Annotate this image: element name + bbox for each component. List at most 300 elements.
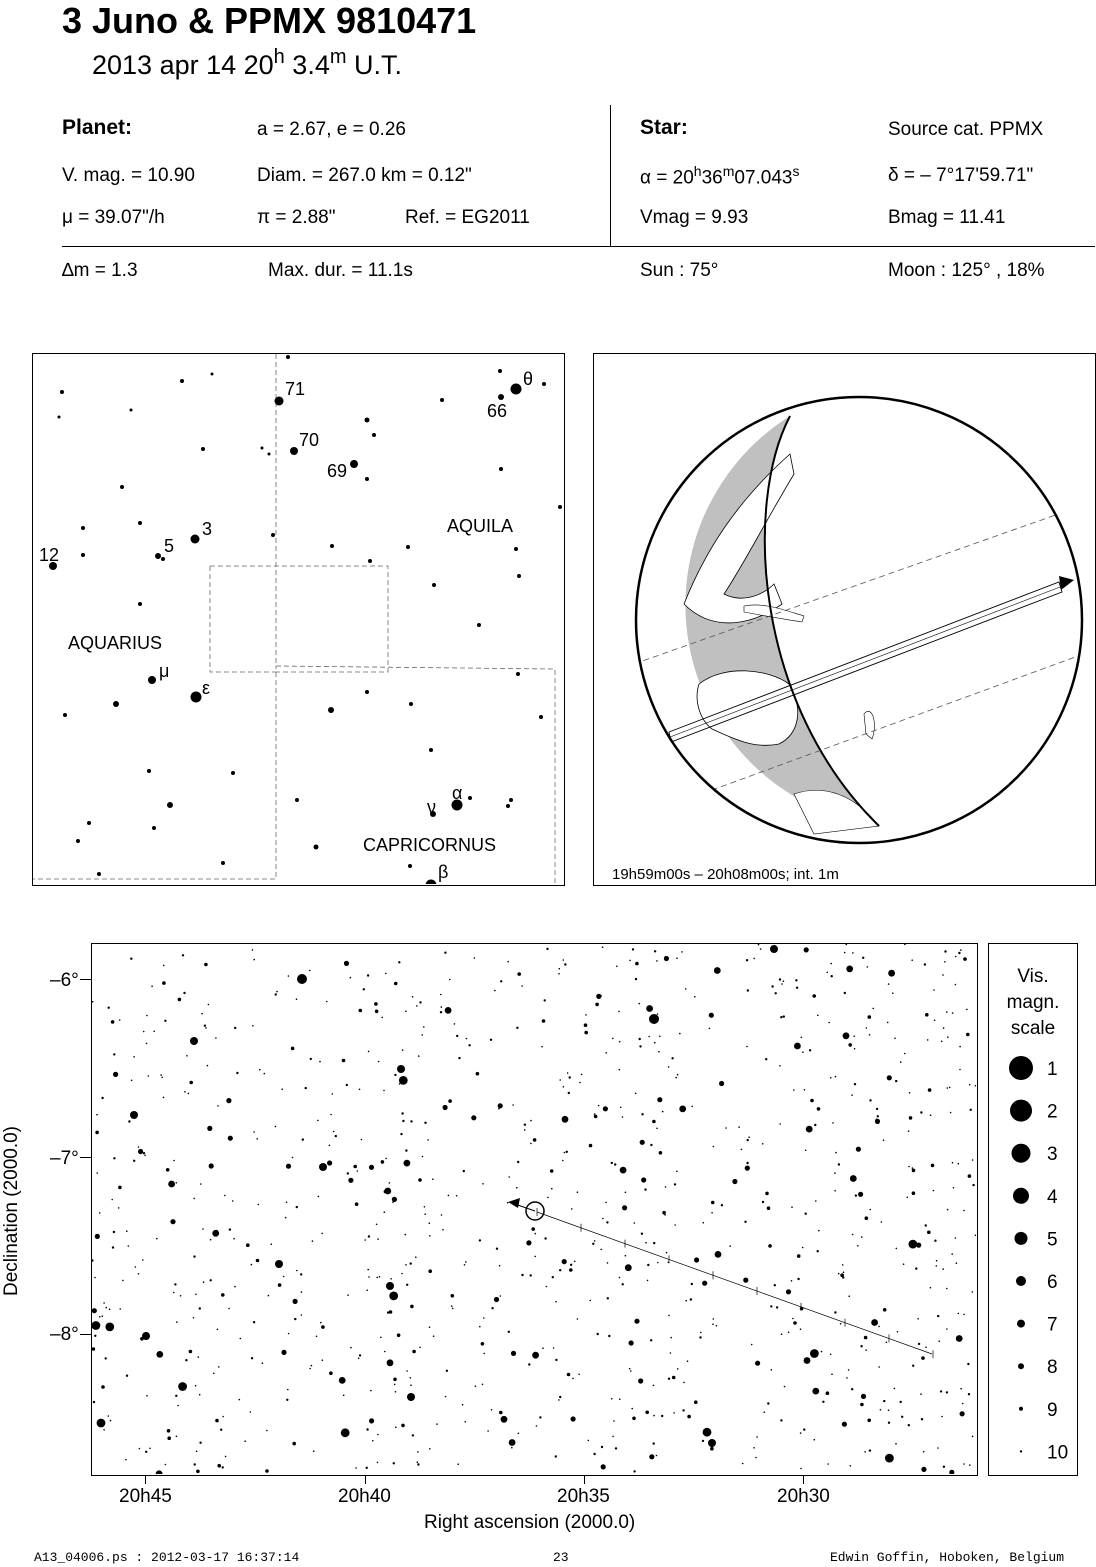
field-star <box>908 1424 910 1426</box>
field-star <box>449 979 451 981</box>
field-star <box>959 1069 961 1071</box>
field-star <box>199 1442 201 1444</box>
field-star <box>443 1105 448 1110</box>
field-star <box>683 1382 685 1384</box>
field-star <box>160 1074 162 1076</box>
field-star <box>393 1462 395 1464</box>
field-star <box>377 1434 379 1436</box>
finder-star <box>191 692 202 703</box>
field-star <box>95 1234 100 1239</box>
field-star <box>927 1231 931 1235</box>
field-star <box>562 1116 569 1123</box>
field-star <box>444 952 446 954</box>
field-star <box>656 1455 658 1457</box>
field-star <box>908 1166 910 1168</box>
field-star <box>153 1031 155 1033</box>
field-star <box>861 1394 866 1399</box>
finder-star <box>231 771 235 775</box>
event-ut: U.T. <box>346 50 403 80</box>
field-star <box>568 1092 570 1094</box>
ytick-8: –8° <box>50 1324 79 1345</box>
field-star <box>180 1388 182 1390</box>
field-star <box>634 1319 639 1324</box>
field-star <box>779 1123 781 1125</box>
field-star <box>653 1442 655 1444</box>
field-star <box>555 1301 557 1303</box>
field-star <box>359 1089 361 1091</box>
field-star <box>635 978 637 980</box>
field-star <box>347 1294 349 1296</box>
bright-star <box>142 1332 150 1340</box>
star-dec: δ = – 7°17'59.71" <box>888 165 1034 186</box>
finder-star <box>314 845 319 850</box>
field-star <box>949 1470 954 1474</box>
field-star <box>875 1119 880 1124</box>
field-star <box>629 1368 631 1370</box>
field-star <box>770 1305 772 1307</box>
field-star <box>597 1333 599 1335</box>
field-star <box>389 1182 391 1184</box>
field-star <box>848 1043 852 1047</box>
field-star <box>966 1033 970 1037</box>
field-star <box>208 1004 210 1006</box>
field-star <box>931 1164 935 1168</box>
field-star <box>475 1385 477 1387</box>
field-star <box>765 1192 769 1196</box>
field-star <box>395 1426 397 1428</box>
field-star <box>318 1196 320 1198</box>
field-star <box>457 1463 459 1465</box>
field-star <box>383 1090 385 1092</box>
field-star <box>832 1122 834 1124</box>
field-star <box>220 1429 222 1431</box>
field-star <box>404 1160 411 1167</box>
field-star <box>499 1411 503 1415</box>
hour-superscript: h <box>273 46 285 68</box>
field-star <box>146 1043 148 1045</box>
field-star <box>412 1434 414 1436</box>
field-star <box>912 1167 914 1169</box>
field-star <box>353 1165 357 1169</box>
field-star <box>309 970 311 972</box>
label-mu: μ <box>159 661 170 681</box>
field-star <box>559 1269 561 1271</box>
field-star <box>762 1143 764 1145</box>
field-star <box>775 992 777 994</box>
field-star <box>779 1065 781 1067</box>
field-star <box>268 1295 270 1297</box>
field-star <box>569 1268 573 1272</box>
field-star <box>283 1276 285 1278</box>
legend-dot <box>1018 1363 1024 1369</box>
field-star <box>202 1228 204 1230</box>
field-star <box>252 1025 254 1027</box>
field-star <box>940 1390 942 1392</box>
legend-label: 9 <box>1047 1399 1058 1421</box>
field-star <box>968 1174 972 1178</box>
legend-label: 1 <box>1047 1059 1058 1080</box>
y-axis-label: Declination (2000.0) <box>1 1125 22 1297</box>
field-star <box>410 1377 412 1379</box>
field-star <box>842 1276 844 1278</box>
field-star <box>612 1038 614 1040</box>
field-star <box>105 1323 114 1332</box>
field-star <box>657 1013 659 1015</box>
legend-dot <box>1012 1144 1031 1163</box>
field-star <box>650 1339 652 1341</box>
field-star <box>567 1072 569 1074</box>
field-star <box>399 1076 408 1085</box>
field-star <box>189 1350 193 1354</box>
field-star <box>410 1262 412 1264</box>
field-star <box>288 975 290 977</box>
label-nu: ν <box>427 797 436 817</box>
field-star <box>128 1120 130 1122</box>
field-star <box>630 1370 632 1372</box>
field-star <box>555 1359 557 1361</box>
field-star <box>791 1280 793 1282</box>
field-star <box>291 1047 295 1051</box>
finder-star <box>261 447 264 450</box>
field-star <box>677 1074 679 1076</box>
field-star <box>641 1113 643 1115</box>
field-star <box>805 1213 807 1215</box>
field-star <box>528 1363 530 1365</box>
finder-star <box>130 409 133 412</box>
legend-dot <box>1009 1056 1033 1080</box>
field-star <box>888 1422 890 1424</box>
field-star <box>511 1447 513 1449</box>
field-star <box>714 967 721 974</box>
field-star <box>293 1299 298 1304</box>
field-star <box>671 1057 673 1059</box>
field-star <box>278 1283 282 1287</box>
field-star <box>281 1088 283 1090</box>
field-star <box>774 1284 776 1286</box>
field-star <box>500 1295 502 1297</box>
field-star <box>826 972 828 974</box>
field-star <box>936 1265 938 1267</box>
field-star <box>867 966 869 968</box>
field-star <box>585 1014 587 1016</box>
field-star <box>835 1152 837 1154</box>
field-star <box>558 1399 560 1401</box>
field-star <box>376 1277 378 1279</box>
field-star <box>776 1306 778 1308</box>
field-star <box>793 1321 797 1325</box>
field-star <box>372 1440 374 1442</box>
legend-label: 8 <box>1047 1357 1058 1379</box>
max-duration: Max. dur. = 11.1s <box>268 260 413 281</box>
label-3: 3 <box>202 519 213 539</box>
detail-chart <box>91 943 978 1476</box>
field-star <box>955 984 957 986</box>
legend-label: 2 <box>1047 1101 1058 1123</box>
field-star <box>767 1206 771 1210</box>
field-star <box>163 965 165 967</box>
field-star <box>380 1337 382 1339</box>
field-star <box>767 1402 769 1404</box>
field-star <box>741 1149 743 1151</box>
finder-star <box>330 544 334 548</box>
field-star <box>657 1097 662 1102</box>
field-star <box>753 958 755 960</box>
field-star <box>218 1366 220 1368</box>
field-star <box>417 1461 419 1463</box>
field-star <box>185 1359 187 1361</box>
field-star <box>566 1151 568 1153</box>
field-star <box>783 980 785 982</box>
finder-star <box>350 460 358 468</box>
field-star <box>205 1027 207 1029</box>
planet-parallax: π = 2.88" <box>257 207 336 228</box>
field-star <box>410 1305 414 1309</box>
field-star <box>131 1080 133 1082</box>
field-star <box>579 1082 581 1084</box>
field-star <box>571 1208 573 1210</box>
field-star <box>551 1188 553 1190</box>
field-star <box>498 1103 503 1108</box>
field-star <box>246 1243 250 1247</box>
field-star <box>511 1351 516 1356</box>
field-star <box>234 1286 236 1288</box>
field-star <box>908 1130 910 1132</box>
field-star <box>482 1183 484 1185</box>
finder-star <box>514 547 518 551</box>
field-star <box>559 968 561 970</box>
field-star <box>112 1246 114 1248</box>
field-star <box>321 1233 323 1235</box>
field-star <box>635 1093 637 1095</box>
finder-star <box>542 382 546 386</box>
field-star <box>958 952 960 954</box>
field-star <box>499 1265 501 1267</box>
field-star <box>384 1190 388 1194</box>
field-star <box>681 951 683 953</box>
field-star <box>201 1013 203 1015</box>
finder-star <box>516 672 520 676</box>
field-star <box>925 1224 927 1226</box>
field-star <box>288 1333 290 1335</box>
legend-dot <box>1016 1276 1026 1286</box>
ytick-7: –7° <box>50 1148 79 1169</box>
label-71: 71 <box>285 379 306 399</box>
field-star <box>622 1116 624 1118</box>
field-star <box>887 1075 892 1080</box>
field-star <box>346 1084 348 1086</box>
field-star <box>213 1373 215 1375</box>
field-star <box>567 1373 571 1377</box>
field-star <box>215 1037 217 1039</box>
event-minutes: 3.4 <box>284 50 330 80</box>
field-star <box>654 1042 656 1044</box>
field-star <box>144 1155 146 1157</box>
field-star <box>729 1245 731 1247</box>
finder-star <box>113 701 119 707</box>
field-star <box>949 1087 951 1089</box>
field-star <box>594 1113 596 1115</box>
field-star <box>676 1171 678 1173</box>
field-star <box>394 982 398 986</box>
field-star <box>433 1335 435 1337</box>
field-star <box>644 1188 646 1190</box>
field-star <box>366 1467 368 1469</box>
finder-star <box>58 416 61 419</box>
field-star <box>550 1169 554 1173</box>
field-star <box>577 1318 579 1320</box>
field-star <box>224 1195 226 1197</box>
field-star <box>105 1357 107 1359</box>
field-star <box>713 1146 715 1148</box>
field-star <box>809 1049 811 1051</box>
field-star <box>938 1340 940 1342</box>
field-star <box>921 1418 923 1420</box>
field-star <box>175 1395 177 1397</box>
field-star <box>424 1122 426 1124</box>
field-star <box>344 961 349 966</box>
field-star <box>814 1439 816 1441</box>
field-star <box>119 1019 121 1021</box>
field-star <box>395 1391 397 1393</box>
field-star <box>521 985 523 987</box>
field-star <box>526 1240 531 1245</box>
field-star <box>895 1080 897 1082</box>
field-star <box>204 1025 206 1027</box>
field-star <box>687 1415 691 1419</box>
field-star <box>947 1087 949 1089</box>
field-star <box>366 1289 368 1291</box>
field-star <box>451 1305 453 1307</box>
field-star <box>975 1235 976 1237</box>
field-star <box>168 1181 175 1188</box>
finder-star <box>161 557 165 561</box>
field-star <box>559 1079 561 1081</box>
field-star <box>118 1186 122 1190</box>
detail-stars <box>92 944 976 1474</box>
field-star <box>292 1442 296 1446</box>
field-star <box>546 948 548 950</box>
field-star <box>333 1131 335 1133</box>
field-star <box>375 1010 379 1014</box>
planet-vmag: V. mag. = 10.90 <box>62 165 195 186</box>
field-star <box>410 1384 412 1386</box>
finder-star <box>138 602 142 606</box>
field-star <box>654 950 656 952</box>
field-star <box>95 1131 99 1135</box>
field-star <box>804 1357 811 1364</box>
field-star <box>746 959 748 961</box>
finder-star <box>201 447 205 451</box>
field-star <box>641 1233 643 1235</box>
field-star <box>725 1127 727 1129</box>
field-star <box>479 1239 481 1241</box>
field-star <box>606 1221 608 1223</box>
field-star <box>186 1055 188 1057</box>
field-star <box>601 1464 606 1469</box>
field-star <box>844 992 846 994</box>
field-star <box>868 1015 872 1019</box>
field-star <box>666 1252 668 1254</box>
field-star <box>118 1207 120 1209</box>
field-star <box>393 1378 397 1382</box>
field-star <box>794 1043 801 1050</box>
field-star <box>865 1216 869 1220</box>
field-star <box>634 1222 636 1224</box>
field-star <box>507 961 509 963</box>
field-star <box>930 1114 932 1116</box>
field-star <box>319 1061 321 1063</box>
field-star <box>912 1365 914 1367</box>
field-star <box>659 1151 663 1155</box>
field-star <box>800 1328 802 1330</box>
field-star <box>894 1388 896 1390</box>
field-star <box>656 960 658 962</box>
bright-star <box>397 1065 405 1073</box>
field-star <box>458 1057 460 1059</box>
field-star <box>217 1329 219 1331</box>
field-star <box>544 999 546 1001</box>
field-star <box>487 1430 489 1432</box>
field-star <box>405 1010 407 1012</box>
field-star <box>143 1031 145 1033</box>
field-star <box>629 1340 634 1345</box>
field-star <box>173 1160 175 1162</box>
field-star <box>709 1028 711 1030</box>
finder-star <box>499 467 503 471</box>
field-star <box>226 1098 231 1103</box>
field-star <box>955 1237 957 1239</box>
field-star <box>804 947 809 952</box>
field-star <box>401 1273 403 1275</box>
field-star <box>367 974 369 976</box>
field-star <box>896 1248 898 1250</box>
field-star <box>189 1081 193 1085</box>
field-star <box>744 1221 746 1223</box>
field-star <box>294 1318 296 1320</box>
field-star <box>108 1007 110 1009</box>
field-star <box>229 1228 231 1230</box>
field-star <box>491 1307 493 1309</box>
field-star <box>629 960 631 962</box>
field-star <box>796 987 798 989</box>
field-star <box>632 1417 636 1421</box>
field-star <box>374 1002 378 1006</box>
field-star <box>524 1129 526 1131</box>
label-alpha: α <box>452 783 463 803</box>
bright-star <box>386 1282 394 1290</box>
field-star <box>275 993 277 995</box>
field-star <box>842 1422 847 1427</box>
label-epsilon: ε <box>202 678 211 698</box>
star-ra: $\alpha = 20^h36^m07.043^s$ <box>640 163 800 189</box>
field-star <box>574 1261 576 1263</box>
field-star <box>401 1424 405 1428</box>
field-star <box>143 1152 145 1154</box>
field-star <box>661 1415 663 1417</box>
field-star <box>834 1172 836 1174</box>
bright-star <box>190 1037 198 1045</box>
field-star <box>639 1038 641 1040</box>
field-star <box>592 1243 594 1245</box>
field-star <box>817 1015 819 1017</box>
field-star <box>193 1198 195 1200</box>
field-star <box>170 1219 175 1224</box>
field-star <box>564 1152 566 1154</box>
legend-label: 6 <box>1047 1272 1058 1293</box>
field-star <box>821 1351 823 1353</box>
field-star <box>633 1470 635 1472</box>
field-star <box>900 1401 902 1403</box>
